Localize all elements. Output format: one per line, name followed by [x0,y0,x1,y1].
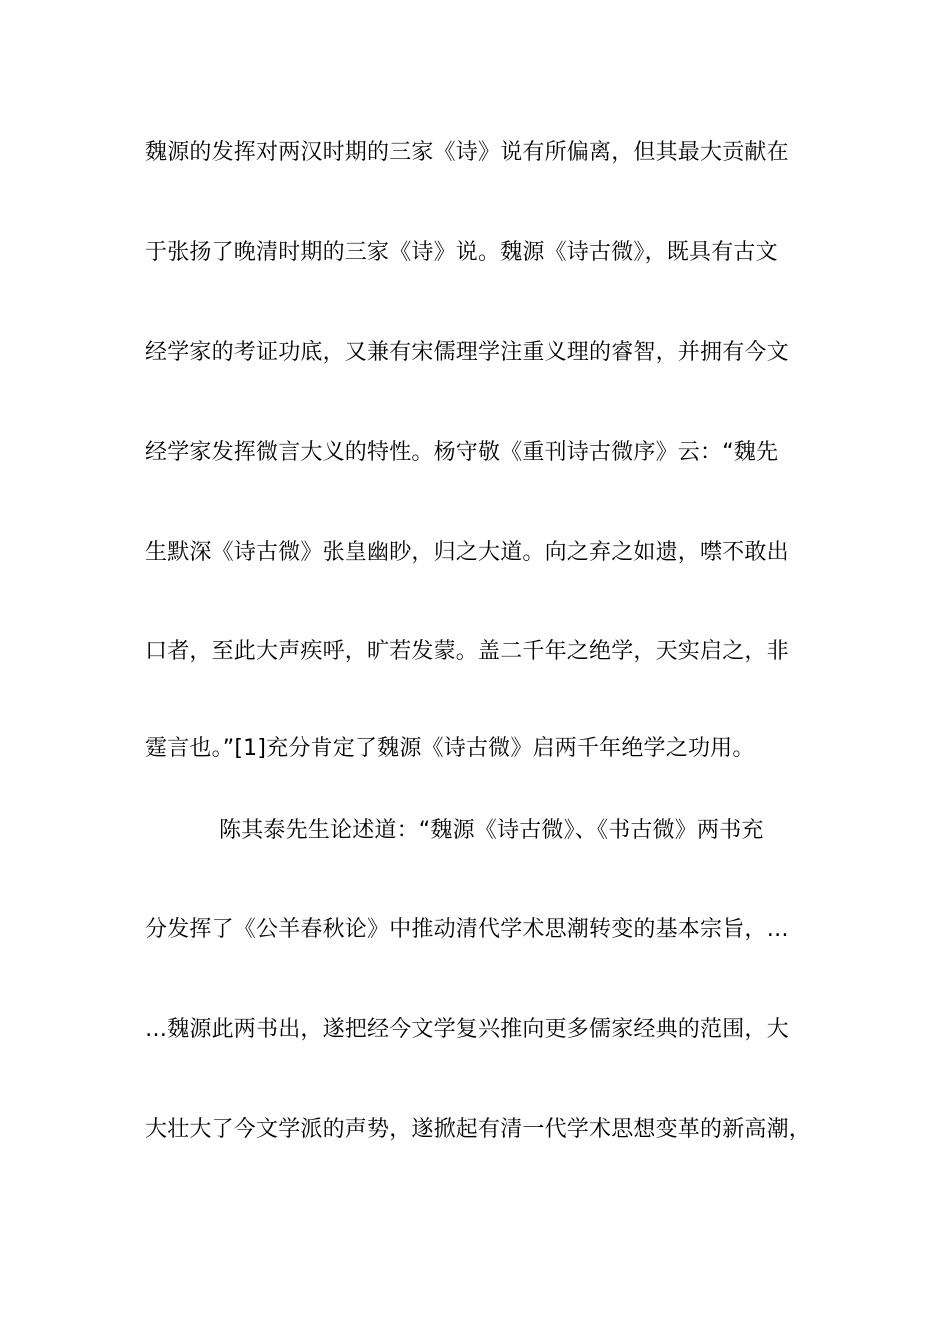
paragraph-2-line-2: 分发挥了《公羊春秋论》中推动清代学术思潮转变的基本宗旨，… [145,917,789,942]
paragraph-1-line-5: 生默深《诗古微》张皇幽眇，归之大道。向之弃之如遗，噤不敢出 [145,540,789,565]
paragraph-1-line-1: 魏源的发挥对两汉时期的三家《诗》说有所偏离，但其最大贡献在 [145,140,789,165]
paragraph-2-line-4: 大壮大了今文学派的声势，遂掀起有清一代学术思想变革的新高潮， [145,1117,812,1142]
paragraph-1-line-2: 于张扬了晚清时期的三家《诗》说。魏源《诗古微》，既具有古文 [145,240,778,265]
paragraph-1-line-6: 口者，至此大声疾呼，旷若发蒙。盖二千年之绝学，天实启之，非 [145,639,789,664]
paragraph-2-line-3: …魏源此两书出，遂把经今文学复兴推向更多儒家经典的范围，大 [145,1017,789,1042]
paragraph-2-line-1: 陈其泰先生论述道：“魏源《诗古微》、《书古微》两书充 [219,818,764,843]
paragraph-1-line-3: 经学家的考证功底，又兼有宋儒理学注重义理的睿智，并拥有今文 [145,340,789,365]
paragraph-1-line-4: 经学家发挥微言大义的特性。杨守敬《重刊诗古微序》云：“魏先 [145,440,779,465]
paragraph-1-line-7: 霆言也。”[1]充分肯定了魏源《诗古微》启两千年绝学之功用。 [145,736,755,761]
